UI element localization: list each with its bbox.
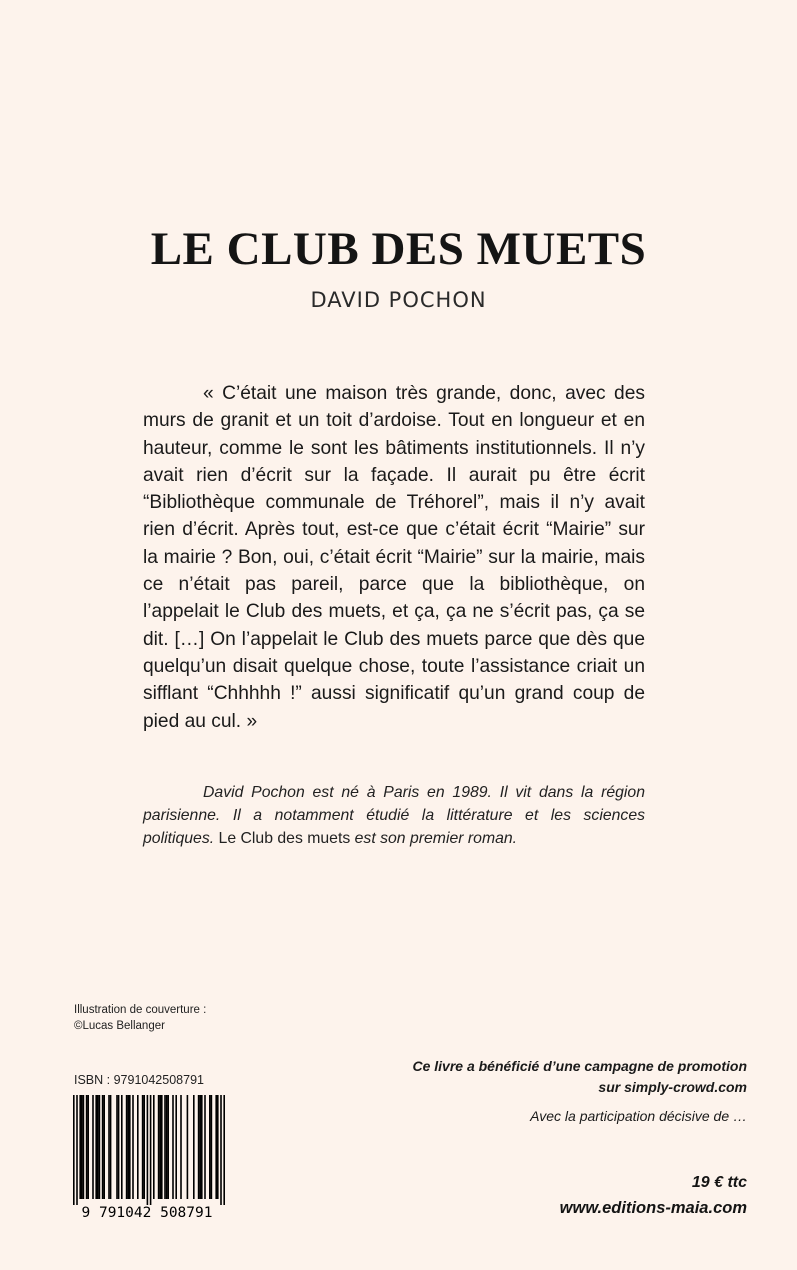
credit-label: Illustration de couverture : <box>74 1004 207 1016</box>
author-bio <box>143 781 645 850</box>
promotion-line-2: sur simply-crowd.com <box>598 1079 747 1095</box>
barcode-bar <box>76 1095 78 1205</box>
barcode-bar <box>103 1095 105 1199</box>
participation-note: Avec la participation décisive de … <box>530 1108 747 1124</box>
barcode-bar <box>129 1095 131 1199</box>
barcode-bar <box>116 1095 118 1199</box>
author-bio-part2: est son premier roman. <box>354 830 518 847</box>
barcode-bar <box>172 1095 174 1199</box>
book-price: 19 € ttc <box>691 1174 747 1191</box>
barcode-bar <box>167 1095 169 1199</box>
barcode-bar <box>215 1095 217 1199</box>
author-bio-part1: David Pochon est né à Paris en 1989. Il vit dans la région parisienne. Il a notamment étudié la littérature et les sciences politiques. <box>143 784 645 847</box>
barcode-bar <box>201 1095 203 1199</box>
barcode-bar <box>204 1095 206 1199</box>
barcode-bar <box>164 1095 166 1199</box>
barcode-bar <box>209 1095 211 1199</box>
barcode-bar <box>97 1095 99 1199</box>
barcode-bar <box>159 1095 161 1199</box>
bio-book-reference: Le Club des muets <box>218 830 351 847</box>
barcode-bar <box>223 1095 225 1205</box>
barcode-bar <box>83 1095 85 1199</box>
barcode-bar <box>121 1095 123 1199</box>
barcode-bar <box>99 1095 101 1199</box>
barcode-bar <box>118 1095 120 1199</box>
credit-name: ©Lucas Bellanger <box>74 1019 165 1032</box>
promotion-note <box>327 1056 747 1098</box>
book-excerpt: « C’était une maison très grande, donc, avec des murs de granit et un toit d’ardoise. Tout en longueur et en hauteur, comme le sont les bâtiments institutionnels. Il n’y avait rien d’écrit sur la façade. Il aurait pu être écrit “Bibliothèque communale de Tréhorel”, mais il n’y avait rien d’écrit. Après tout, est-ce que c’était écrit “Mairie” sur la mairie ? Bon, oui, c’était écrit “Mairie” sur la mairie, mais ce n’était pas pareil, parce que la bibliothèque, on l’appelait le Club des muets, et ça, ça ne s’écrit pas, ça se dit. […] On l’appelait le Club des muets parce que dès que quelqu’un disait quelque chose, toute l’assistance criait un sifflant “Chhhhh !” aussi significatif qu’un grand coup de pied au cul. » <box>143 383 645 732</box>
barcode-bar <box>180 1095 182 1199</box>
book-author: DAVID POCHON <box>310 288 487 312</box>
barcode-bar <box>193 1095 195 1199</box>
barcode-bar <box>166 1095 168 1199</box>
barcode-bar <box>161 1095 163 1199</box>
barcode-bar <box>147 1095 149 1205</box>
barcode-bar <box>158 1095 160 1199</box>
illustration-credit <box>74 1003 294 1034</box>
barcode-bar <box>132 1095 134 1199</box>
barcode-bar <box>79 1095 81 1199</box>
barcode-bar <box>142 1095 144 1199</box>
isbn-label: ISBN : 9791042508791 <box>74 1073 204 1087</box>
barcode-bar <box>126 1095 128 1199</box>
barcode-bar <box>150 1095 152 1205</box>
barcode-bar <box>73 1095 75 1205</box>
barcode-bar <box>137 1095 139 1199</box>
barcode-bar <box>110 1095 112 1199</box>
publisher-website: www.editions-maia.com <box>559 1199 747 1217</box>
barcode-bar <box>102 1095 104 1199</box>
book-title: LE CLUB DES MUETS <box>150 223 647 275</box>
barcode-bar <box>175 1095 177 1199</box>
barcode-bar <box>95 1095 97 1199</box>
barcode-bar <box>198 1095 200 1199</box>
promotion-line-1: Ce livre a bénéficié d’une campagne de promotion <box>412 1058 747 1074</box>
barcode-bar <box>143 1095 145 1199</box>
barcode-bar <box>220 1095 222 1205</box>
barcode-digits: 9 791042 508791 <box>81 1205 213 1221</box>
barcode-bar <box>217 1095 219 1199</box>
barcode-bar <box>87 1095 89 1199</box>
barcode-bar <box>211 1095 213 1199</box>
barcode-bar <box>199 1095 201 1199</box>
barcode-bar <box>153 1095 155 1199</box>
barcode-bar <box>108 1095 110 1199</box>
barcode-bar <box>92 1095 94 1199</box>
isbn-barcode <box>63 1093 231 1221</box>
barcode-bar <box>187 1095 189 1199</box>
barcode-bar <box>81 1095 83 1199</box>
barcode-bar <box>127 1095 129 1199</box>
barcode-bar <box>86 1095 88 1199</box>
